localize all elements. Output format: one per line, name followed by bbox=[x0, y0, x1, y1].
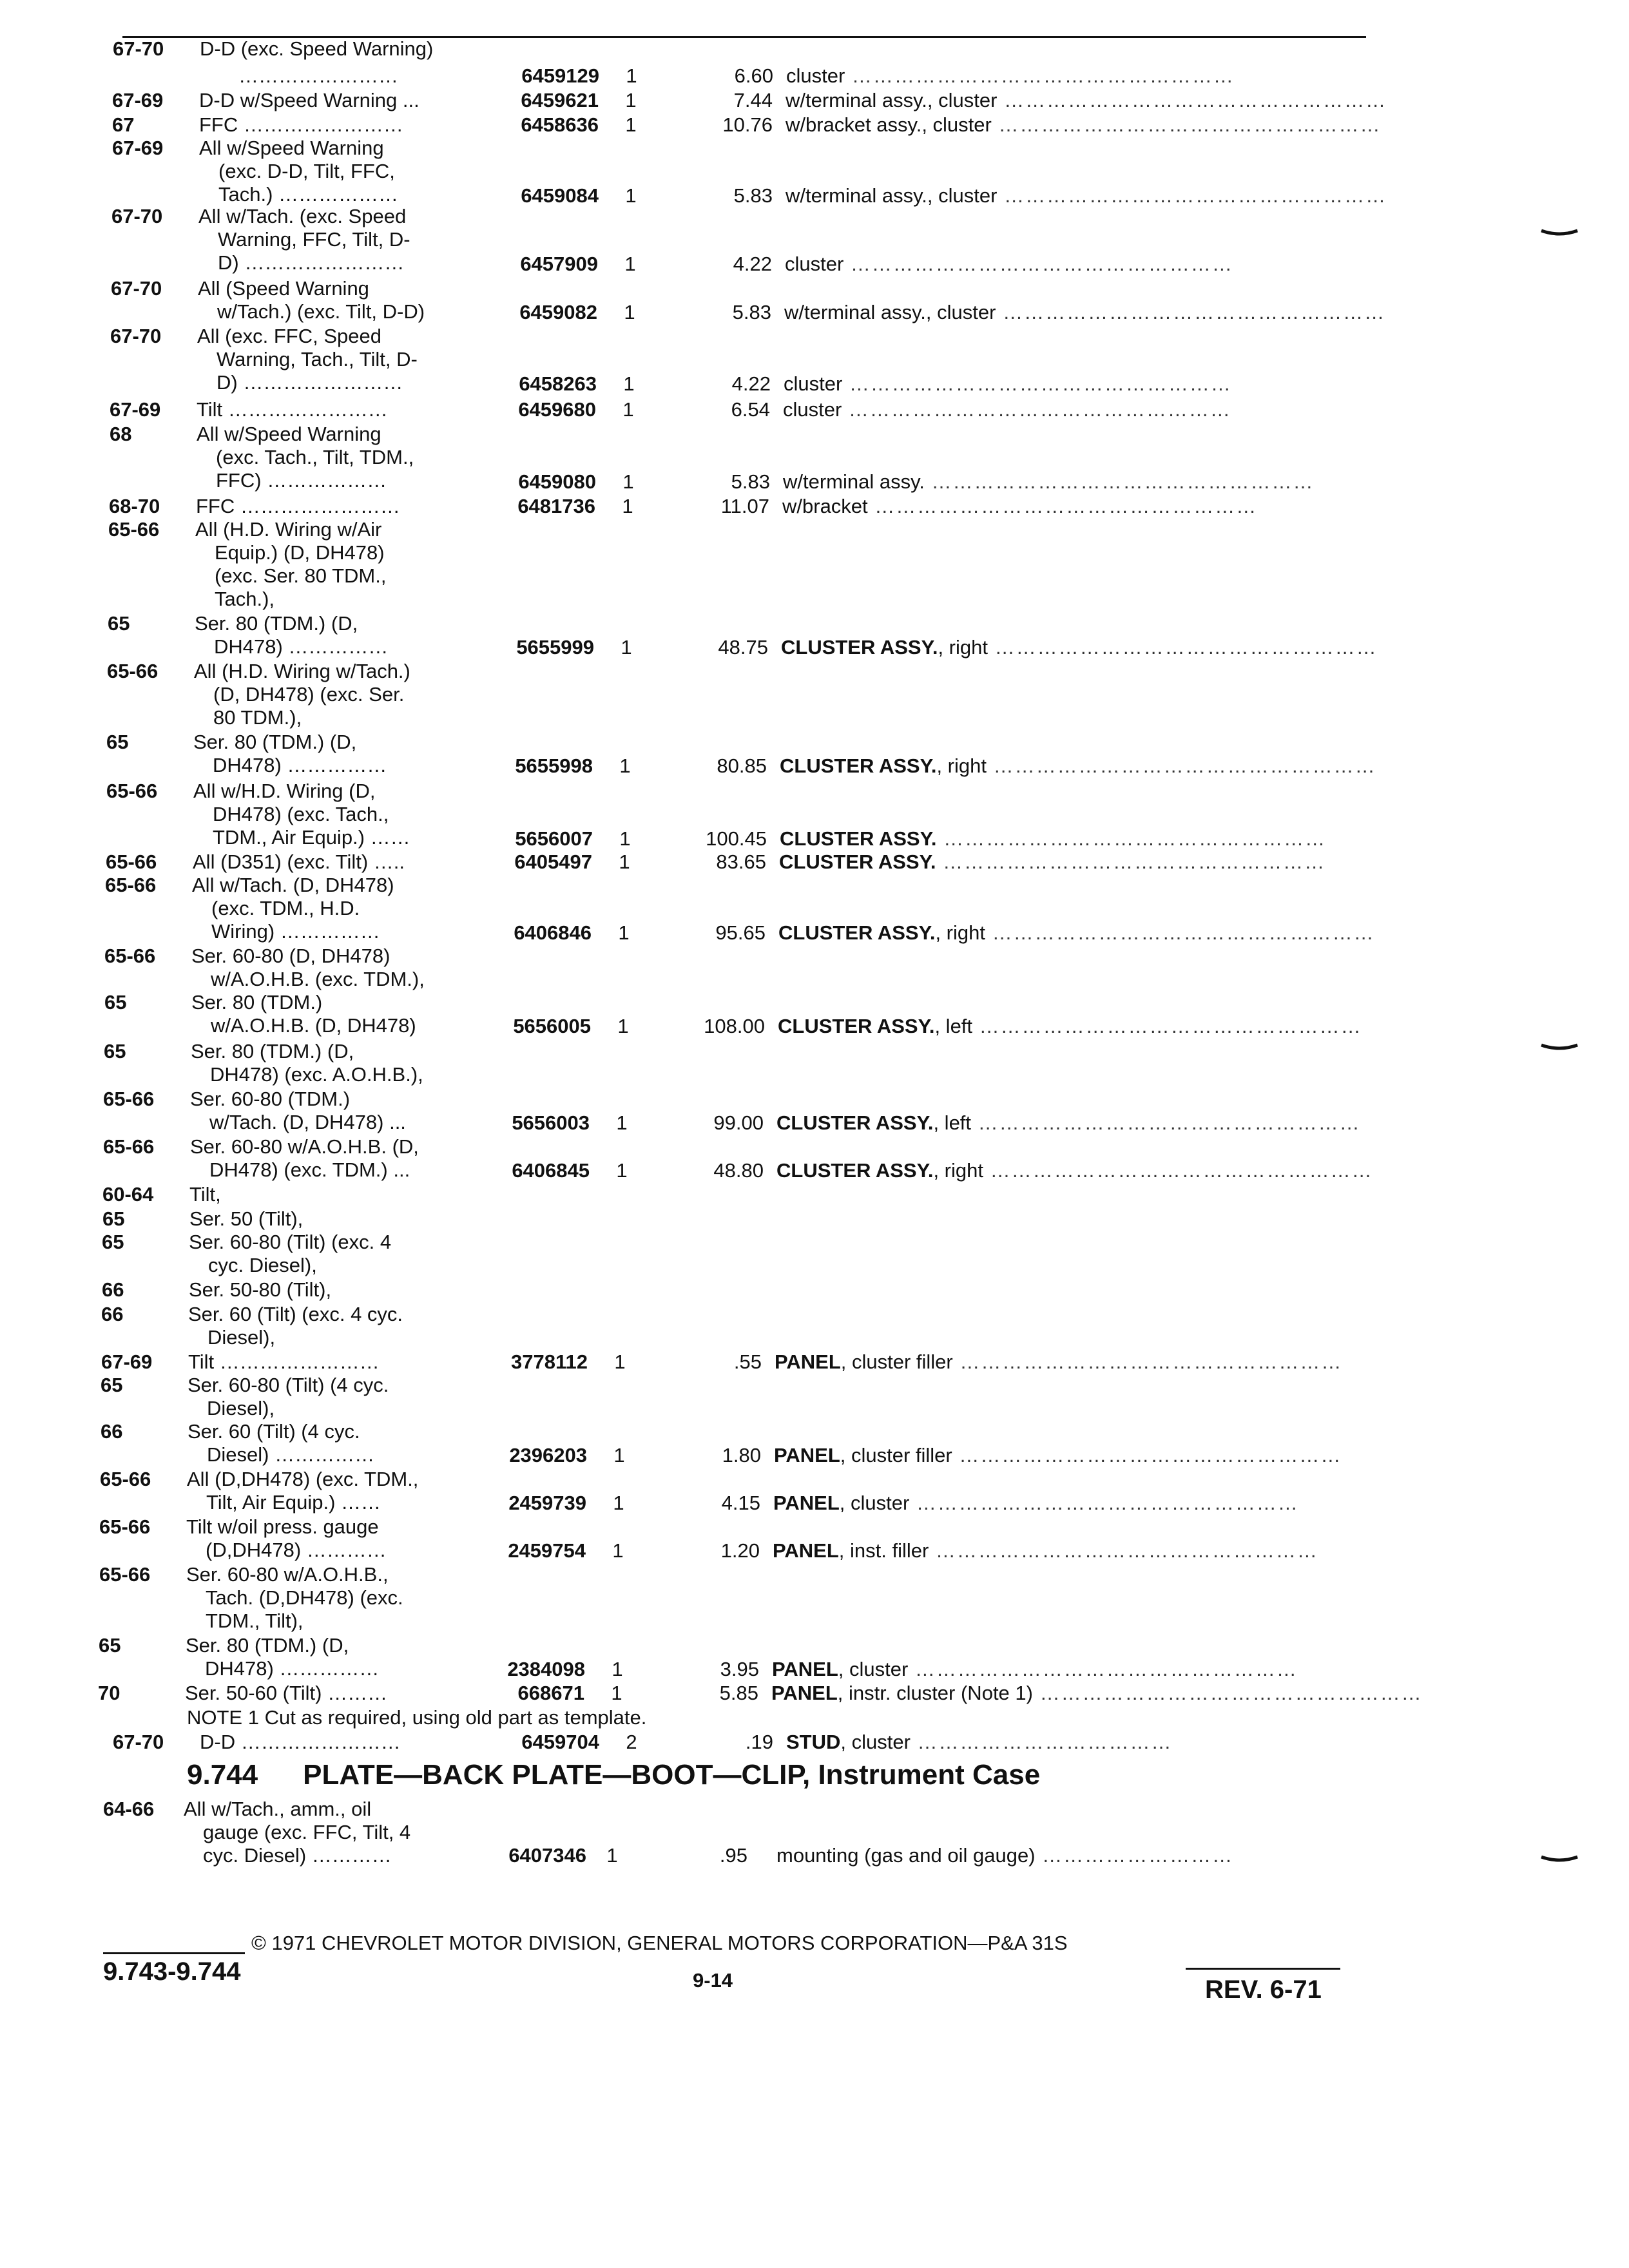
part-number-cell: 5656003 bbox=[512, 1111, 590, 1134]
application-line: Ser. 80 (TDM.) (D, bbox=[191, 1040, 354, 1062]
application-line: Ser. 60-80 (Tilt) (exc. 4 bbox=[189, 1231, 392, 1253]
application-cell bbox=[191, 945, 488, 991]
price-cell: 7.44 bbox=[733, 89, 773, 111]
application-line: All (D,DH478) (exc. TDM., bbox=[187, 1468, 419, 1490]
part-number-cell: 6406846 bbox=[514, 921, 592, 944]
quantity-cell: 1 bbox=[624, 301, 635, 323]
application-line: w/A.O.H.B. (D, DH478) bbox=[211, 1014, 416, 1037]
price-cell: .95 bbox=[719, 1844, 747, 1867]
part-number-cell: 6459082 bbox=[519, 301, 597, 323]
description-cell bbox=[776, 1159, 1373, 1182]
part-number-cell: 5656005 bbox=[513, 1015, 591, 1037]
quantity-cell: 1 bbox=[625, 184, 637, 207]
price-cell: .19 bbox=[745, 1731, 773, 1753]
application-line: Ser. 50-80 (Tilt), bbox=[189, 1278, 332, 1301]
application-line: …………………… bbox=[238, 64, 398, 87]
application-line: Ser. 60-80 w/A.O.H.B., bbox=[186, 1563, 389, 1586]
application-cell bbox=[189, 1207, 486, 1231]
leader-dots: ……………………………………………… bbox=[867, 495, 1258, 517]
application-line: cyc. Diesel) ………… bbox=[203, 1844, 392, 1867]
quantity-cell: 1 bbox=[613, 1444, 625, 1466]
description-cell: STUD, cluster ……………………………… bbox=[786, 1731, 1173, 1753]
year-cell: 66 bbox=[101, 1303, 124, 1325]
application-line: DH478) (exc. A.O.H.B.), bbox=[210, 1063, 423, 1086]
leader-dots: ……………………………………………… bbox=[991, 113, 1382, 136]
price-cell: 99.00 bbox=[713, 1111, 764, 1134]
application-line: D-D (exc. Speed Warning) bbox=[200, 37, 434, 60]
leader-dots: ……………………………………………… bbox=[972, 1015, 1362, 1037]
application-line: Ser. 80 (TDM.) (D, bbox=[195, 612, 358, 635]
application-line: Ser. 60-80 w/A.O.H.B. (D, bbox=[190, 1135, 419, 1158]
description-text: PANEL, inst. filler bbox=[773, 1539, 929, 1562]
quantity-cell: 1 bbox=[616, 1111, 628, 1134]
year-cell: 65-66 bbox=[107, 660, 159, 682]
application-cell bbox=[189, 1183, 486, 1206]
year-cell: 66 bbox=[101, 1420, 123, 1443]
part-number-cell: 668671 bbox=[517, 1682, 584, 1704]
description-text: cluster bbox=[786, 64, 845, 87]
part-number-cell: 6459704 bbox=[521, 1731, 599, 1753]
application-line: Tilt …………………… bbox=[197, 398, 388, 421]
binder-mark-3 bbox=[1540, 1856, 1579, 1862]
price-cell: 10.76 bbox=[722, 113, 773, 136]
price-cell: 100.45 bbox=[706, 827, 767, 850]
application-cell bbox=[188, 1303, 485, 1349]
description-cell bbox=[778, 921, 1375, 945]
leader-dots: ……………………………………………… bbox=[843, 253, 1233, 275]
description-text: CLUSTER ASSY., left bbox=[776, 1111, 972, 1134]
application-line: Ser. 60-80 (D, DH478) bbox=[191, 945, 390, 967]
application-line: D) …………………… bbox=[217, 371, 403, 394]
price-cell: 6.54 bbox=[731, 398, 770, 421]
price-cell: 3.95 bbox=[720, 1658, 759, 1680]
leader-dots: ……………………………………………… bbox=[924, 470, 1315, 493]
description-text: CLUSTER ASSY., right bbox=[776, 1159, 983, 1182]
description-cell bbox=[774, 1444, 1354, 1467]
quantity-cell: 1 bbox=[622, 470, 634, 493]
year-cell: 65 bbox=[102, 1207, 125, 1230]
quantity-cell: 1 bbox=[622, 495, 633, 517]
application-line: 80 TDM.), bbox=[213, 706, 302, 729]
year-cell: 65-66 bbox=[100, 1468, 151, 1490]
quantity-cell: 1 bbox=[626, 64, 637, 87]
part-number-cell: 6459080 bbox=[518, 470, 596, 493]
application-line: FFC …………………… bbox=[199, 113, 403, 136]
description-cell bbox=[781, 636, 1378, 659]
application-line: Ser. 60-80 (TDM.) bbox=[190, 1088, 351, 1110]
application-line: (D, DH478) (exc. Ser. bbox=[213, 683, 405, 706]
binder-mark-2 bbox=[1540, 1044, 1579, 1050]
description-cell bbox=[776, 1111, 1361, 1135]
description-cell bbox=[786, 89, 1387, 112]
quantity-cell: 1 bbox=[619, 754, 631, 777]
year-cell: 65 bbox=[104, 1040, 126, 1062]
leader-dots: ……………………………………………… bbox=[842, 398, 1231, 421]
price-cell: 80.85 bbox=[717, 754, 767, 777]
application-line: cyc. Diesel), bbox=[208, 1254, 317, 1276]
section-number: 9.744 bbox=[187, 1759, 258, 1791]
year-cell: 65 bbox=[101, 1374, 123, 1396]
quantity-cell: 1 bbox=[621, 636, 632, 658]
application-line: Tilt, Air Equip.) …… bbox=[206, 1491, 381, 1514]
application-line: All w/Speed Warning bbox=[197, 423, 381, 445]
application-line: (exc. TDM., H.D. bbox=[211, 897, 360, 919]
year-cell: 70 bbox=[98, 1682, 120, 1704]
part-number-cell: 5655998 bbox=[515, 754, 593, 777]
application-line: Ser. 80 (TDM.) (D, bbox=[193, 731, 357, 753]
application-line: w/A.O.H.B. (exc. TDM.), bbox=[211, 968, 425, 990]
year-cell: 67-70 bbox=[113, 37, 164, 60]
year-cell: 67-69 bbox=[112, 137, 164, 159]
application-line: Ser. 60-80 (Tilt) (4 cyc. bbox=[188, 1374, 389, 1396]
quantity-cell: 1 bbox=[614, 1350, 626, 1373]
description-text: CLUSTER ASSY., right bbox=[780, 754, 987, 777]
application-cell bbox=[184, 1798, 480, 1867]
application-line: All (exc. FFC, Speed bbox=[197, 325, 381, 347]
leader-dots: ……………………………………………… bbox=[997, 89, 1387, 111]
part-number-cell: 2459739 bbox=[508, 1492, 586, 1514]
price-cell: 5.83 bbox=[733, 184, 773, 207]
part-number-cell: 6406845 bbox=[512, 1159, 590, 1182]
application-line: Tach. (D,DH478) (exc. bbox=[206, 1586, 403, 1609]
description-cell bbox=[786, 184, 1387, 207]
description-text: PANEL, cluster bbox=[772, 1658, 909, 1680]
description-cell bbox=[785, 253, 1365, 276]
application-line: w/Tach. (D, DH478) ... bbox=[209, 1111, 406, 1133]
part-number-cell: 6481736 bbox=[517, 495, 595, 517]
description-text: PANEL, cluster filler bbox=[774, 1444, 952, 1466]
leader-dots: ……………………………………………… bbox=[985, 921, 1375, 944]
application-line: DH478) …………… bbox=[205, 1657, 380, 1680]
price-cell: 6.60 bbox=[734, 64, 773, 87]
year-cell: 65 bbox=[99, 1634, 121, 1657]
price-cell: 1.80 bbox=[722, 1444, 761, 1466]
application-line: (exc. D-D, Tilt, FFC, bbox=[218, 160, 395, 182]
price-cell: 48.75 bbox=[718, 636, 768, 658]
application-line: (exc. Ser. 80 TDM., bbox=[215, 564, 387, 587]
leader-dots: ……………………………………………… bbox=[842, 372, 1232, 395]
description-cell bbox=[775, 1350, 1354, 1374]
application-line: All (D351) (exc. Tilt) ….. bbox=[193, 850, 405, 873]
year-cell: 65-66 bbox=[106, 850, 157, 873]
description-rest: , cluster bbox=[840, 1731, 911, 1753]
description-text: w/terminal assy., cluster bbox=[786, 89, 998, 111]
description-cell bbox=[773, 1539, 1353, 1562]
description-cell: mounting (gas and oil gauge) ……………………… bbox=[776, 1844, 1234, 1867]
description-text: w/terminal assy., cluster bbox=[786, 184, 998, 207]
application-line: All w/Speed Warning bbox=[199, 137, 384, 159]
quantity-cell: 1 bbox=[619, 850, 630, 873]
leader-dots: ……………………………………………… bbox=[987, 636, 1378, 658]
year-cell: 65 bbox=[106, 731, 129, 753]
description-cell bbox=[783, 470, 1363, 494]
application-line: All (Speed Warning bbox=[198, 277, 369, 300]
price-cell: 83.65 bbox=[716, 850, 766, 873]
year-cell: 68-70 bbox=[109, 495, 160, 517]
year-cell: 67-70 bbox=[111, 277, 162, 300]
year-cell: 67 bbox=[112, 113, 135, 136]
application-line: Diesel) …………… bbox=[207, 1443, 375, 1466]
leader-dots: ……………………………………………… bbox=[986, 754, 1376, 777]
part-number-cell: 6405497 bbox=[514, 850, 592, 873]
description-text: CLUSTER ASSY., left bbox=[778, 1015, 973, 1037]
quantity-cell: 1 bbox=[613, 1492, 624, 1514]
year-cell: 67-70 bbox=[113, 1731, 164, 1753]
year-cell: 65-66 bbox=[105, 874, 157, 896]
application-line: Tilt w/oil press. gauge bbox=[186, 1515, 379, 1538]
part-number-cell: 3778112 bbox=[511, 1350, 588, 1373]
part-number-cell: 6459680 bbox=[518, 398, 596, 421]
footer-section-range: 9.743-9.744 bbox=[103, 1957, 241, 1986]
description-text: CLUSTER ASSY., right bbox=[781, 636, 988, 658]
application-line: DH478) (exc. Tach., bbox=[213, 803, 389, 825]
application-line: Warning, Tach., Tilt, D- bbox=[217, 348, 418, 370]
application-line: All w/Tach. (D, DH478) bbox=[192, 874, 394, 896]
year-cell: 67-69 bbox=[112, 89, 164, 111]
price-cell: 5.85 bbox=[719, 1682, 758, 1704]
application-line: Tach.) ……………… bbox=[218, 183, 399, 206]
description-cell bbox=[773, 1492, 1353, 1515]
application-line: DH478) …………… bbox=[213, 754, 387, 776]
description-text: PANEL, instr. cluster (Note 1) bbox=[771, 1682, 1033, 1704]
part-number-cell: 6458263 bbox=[519, 372, 597, 395]
application-cell bbox=[194, 660, 490, 729]
year-cell: 65-66 bbox=[103, 1135, 155, 1158]
part-number-cell: 2384098 bbox=[507, 1658, 585, 1680]
description-text: cluster bbox=[784, 372, 843, 395]
leader-dots: ……………………………………………… bbox=[908, 1658, 1298, 1680]
year-cell: 65 bbox=[104, 991, 127, 1014]
application-line: (D,DH478) ………… bbox=[206, 1539, 387, 1561]
part-number-cell: 2396203 bbox=[509, 1444, 587, 1466]
quantity-cell: 1 bbox=[612, 1539, 624, 1562]
quantity-cell: 1 bbox=[616, 1159, 628, 1182]
description-cell bbox=[772, 1658, 1352, 1681]
application-line: Tilt …………………… bbox=[188, 1350, 380, 1373]
year-cell: 65-66 bbox=[103, 1088, 155, 1110]
footer-revision: REV. 6-71 bbox=[1205, 1975, 1322, 2004]
description-text: PANEL, cluster filler bbox=[775, 1350, 953, 1373]
note-1: NOTE 1 Cut as required, using old part as template. bbox=[187, 1706, 647, 1729]
application-line: (exc. Tach., Tilt, TDM., bbox=[216, 446, 414, 468]
year-cell: 67-69 bbox=[101, 1350, 153, 1373]
leader-dots: ……………………………………………… bbox=[996, 301, 1386, 323]
description-text: CLUSTER ASSY. bbox=[780, 827, 937, 850]
application-cell bbox=[189, 1278, 485, 1302]
quantity-cell: 1 bbox=[612, 1658, 623, 1680]
year-cell: 65-66 bbox=[106, 780, 158, 802]
application-line: Warning, FFC, Tilt, D- bbox=[218, 228, 410, 251]
part-number-cell: 6407346 bbox=[508, 1844, 586, 1867]
section-title: PLATE—BACK PLATE—BOOT—CLIP, Instrument Case bbox=[303, 1759, 1041, 1791]
description-text: cluster bbox=[783, 398, 842, 421]
description-cell bbox=[783, 398, 1363, 421]
quantity-cell: 1 bbox=[625, 113, 637, 136]
description-text: mounting (gas and oil gauge) bbox=[776, 1844, 1036, 1867]
application-line: Tilt, bbox=[189, 1183, 221, 1206]
footer-page-number: 9-14 bbox=[693, 1969, 733, 1992]
application-line: Ser. 50-60 (Tilt) ……… bbox=[185, 1682, 388, 1704]
description-text: CLUSTER ASSY. bbox=[779, 850, 936, 873]
application-line: All w/Tach. (exc. Speed bbox=[198, 205, 407, 227]
application-line: FFC …………………… bbox=[196, 495, 400, 517]
part-number-cell: 6459621 bbox=[521, 89, 599, 111]
price-cell: 5.83 bbox=[731, 470, 770, 493]
footer-copyright: © 1971 CHEVROLET MOTOR DIVISION, GENERAL MOTORS CORPORATION—P&A 31S bbox=[251, 1932, 1068, 1954]
part-number-cell: 6457909 bbox=[520, 253, 598, 275]
year-cell: 66 bbox=[102, 1278, 124, 1301]
year-cell: 67-69 bbox=[110, 398, 161, 421]
description-cell bbox=[780, 827, 1360, 850]
quantity-cell: 1 bbox=[623, 372, 635, 395]
application-cell bbox=[186, 1563, 483, 1633]
description-text: PANEL, cluster bbox=[773, 1492, 910, 1514]
description-cell bbox=[786, 64, 1366, 88]
description-cell bbox=[784, 301, 1386, 324]
application-line: w/Tach.) (exc. Tilt, D-D) bbox=[217, 300, 425, 323]
part-number-cell: 5656007 bbox=[515, 827, 593, 850]
application-cell bbox=[189, 1231, 485, 1277]
price-cell: 108.00 bbox=[704, 1015, 765, 1037]
application-line: DH478) …………… bbox=[214, 635, 389, 658]
binder-mark-1 bbox=[1540, 229, 1579, 236]
description-cell bbox=[778, 1015, 1362, 1038]
application-line: All (H.D. Wiring w/Air bbox=[195, 518, 382, 541]
price-cell: .55 bbox=[733, 1350, 762, 1373]
leader-dots: ……………………………………………… bbox=[936, 827, 1327, 850]
application-line: Ser. 50 (Tilt), bbox=[189, 1207, 304, 1230]
application-line: All w/Tach., amm., oil bbox=[184, 1798, 372, 1820]
application-cell bbox=[191, 1040, 487, 1086]
description-text: w/terminal assy., cluster bbox=[784, 301, 996, 323]
description-cell bbox=[786, 113, 1382, 137]
year-cell: 67-70 bbox=[111, 205, 163, 227]
year-cell: 65 bbox=[102, 1231, 124, 1253]
description-cell bbox=[779, 850, 1359, 874]
price-cell: 95.65 bbox=[715, 921, 766, 944]
year-cell: 65-66 bbox=[104, 945, 156, 967]
application-line: All (H.D. Wiring w/Tach.) bbox=[194, 660, 410, 682]
description-cell bbox=[782, 495, 1362, 518]
quantity-cell: 1 bbox=[618, 921, 630, 944]
price-cell: 48.80 bbox=[713, 1159, 764, 1182]
year-cell: 65-66 bbox=[99, 1515, 151, 1538]
year-cell: 65-66 bbox=[99, 1563, 151, 1586]
price-cell: 5.83 bbox=[732, 301, 771, 323]
price-cell: 11.07 bbox=[720, 495, 769, 517]
description-text: CLUSTER ASSY., right bbox=[778, 921, 985, 944]
application-cell bbox=[195, 518, 492, 611]
part-number-cell: 5655999 bbox=[516, 636, 594, 658]
year-cell: 65 bbox=[108, 612, 130, 635]
quantity-cell: 1 bbox=[606, 1844, 618, 1867]
application-line: Ser. 80 (TDM.) (D, bbox=[186, 1634, 349, 1657]
application-line: Equip.) (D, DH478) bbox=[215, 541, 385, 564]
year-cell: 67-70 bbox=[110, 325, 162, 347]
application-line: D) …………………… bbox=[218, 251, 405, 274]
quantity-cell: 1 bbox=[619, 827, 631, 850]
part-number-cell: 2459754 bbox=[508, 1539, 586, 1562]
application-cell bbox=[188, 1374, 484, 1420]
application-line: DH478) (exc. TDM.) ... bbox=[209, 1158, 410, 1181]
leader-dots: ……………………………………………… bbox=[952, 1350, 1343, 1373]
section-heading bbox=[187, 1759, 1040, 1791]
application-line: Wiring) …………… bbox=[211, 920, 380, 943]
application-line: TDM., Air Equip.) …… bbox=[213, 826, 410, 849]
application-line: Diesel), bbox=[207, 1397, 275, 1419]
quantity-cell: 1 bbox=[625, 89, 637, 111]
application-line: Ser. 60 (Tilt) (exc. 4 cyc. bbox=[188, 1303, 403, 1325]
application-cell: D-D …………………… bbox=[200, 1731, 401, 1753]
application-line: D-D w/Speed Warning ... bbox=[199, 89, 419, 111]
description-text: w/terminal assy. bbox=[783, 470, 925, 493]
part-number-cell: 6459084 bbox=[521, 184, 599, 207]
leader-dots: ……………………………………………… bbox=[952, 1444, 1342, 1466]
leader-dots: ……………………………………………… bbox=[909, 1492, 1299, 1514]
application-line: gauge (exc. FFC, Tilt, 4 bbox=[203, 1821, 411, 1843]
year-cell: 64-66 bbox=[103, 1798, 155, 1820]
quantity-cell: 2 bbox=[626, 1731, 637, 1753]
application-line: Ser. 60 (Tilt) (4 cyc. bbox=[188, 1420, 360, 1443]
application-line: TDM., Tilt), bbox=[206, 1610, 304, 1632]
application-line: Ser. 80 (TDM.) bbox=[191, 991, 323, 1014]
description-text: cluster bbox=[785, 253, 844, 275]
quantity-cell: 1 bbox=[622, 398, 634, 421]
price-cell: 4.15 bbox=[721, 1492, 760, 1514]
application-line: FFC) ……………… bbox=[216, 469, 387, 492]
leader-dots: ……………………………………………… bbox=[983, 1159, 1373, 1182]
application-line: All w/H.D. Wiring (D, bbox=[193, 780, 376, 802]
leader-dots: ……………………………………………… bbox=[1032, 1682, 1423, 1704]
application-line: Diesel), bbox=[207, 1326, 276, 1349]
part-number-cell: 6458636 bbox=[521, 113, 599, 136]
price-cell: 1.20 bbox=[720, 1539, 760, 1562]
quantity-cell: 1 bbox=[611, 1682, 622, 1704]
application-cell bbox=[200, 37, 496, 61]
leader-dots: ……………………………………………… bbox=[936, 850, 1326, 873]
description-text: w/bracket bbox=[782, 495, 868, 517]
footer-rule-right bbox=[1186, 1968, 1340, 1970]
year-cell: 60-64 bbox=[102, 1183, 154, 1206]
year-cell: 68 bbox=[110, 423, 132, 445]
description-cell bbox=[780, 754, 1376, 778]
footer-rule-left bbox=[103, 1952, 245, 1954]
description-cell bbox=[771, 1682, 1423, 1705]
year-cell: 65-66 bbox=[108, 518, 160, 541]
leader-dots: ……………………………………………… bbox=[997, 184, 1387, 207]
price-cell: 4.22 bbox=[731, 372, 771, 395]
quantity-cell: 1 bbox=[624, 253, 636, 275]
leader-dots: ……………………………………………… bbox=[971, 1111, 1361, 1134]
price-cell: 4.22 bbox=[733, 253, 772, 275]
quantity-cell: 1 bbox=[617, 1015, 629, 1037]
description-bold: STUD bbox=[786, 1731, 841, 1753]
description-cell bbox=[784, 372, 1364, 396]
part-number-cell: 6459129 bbox=[521, 64, 599, 87]
application-line: Tach.), bbox=[215, 588, 275, 610]
leader-dots: ……………………………………………… bbox=[929, 1539, 1318, 1562]
description-text: w/bracket assy., cluster bbox=[786, 113, 992, 136]
leader-dots: ……………………………………………… bbox=[845, 64, 1235, 87]
